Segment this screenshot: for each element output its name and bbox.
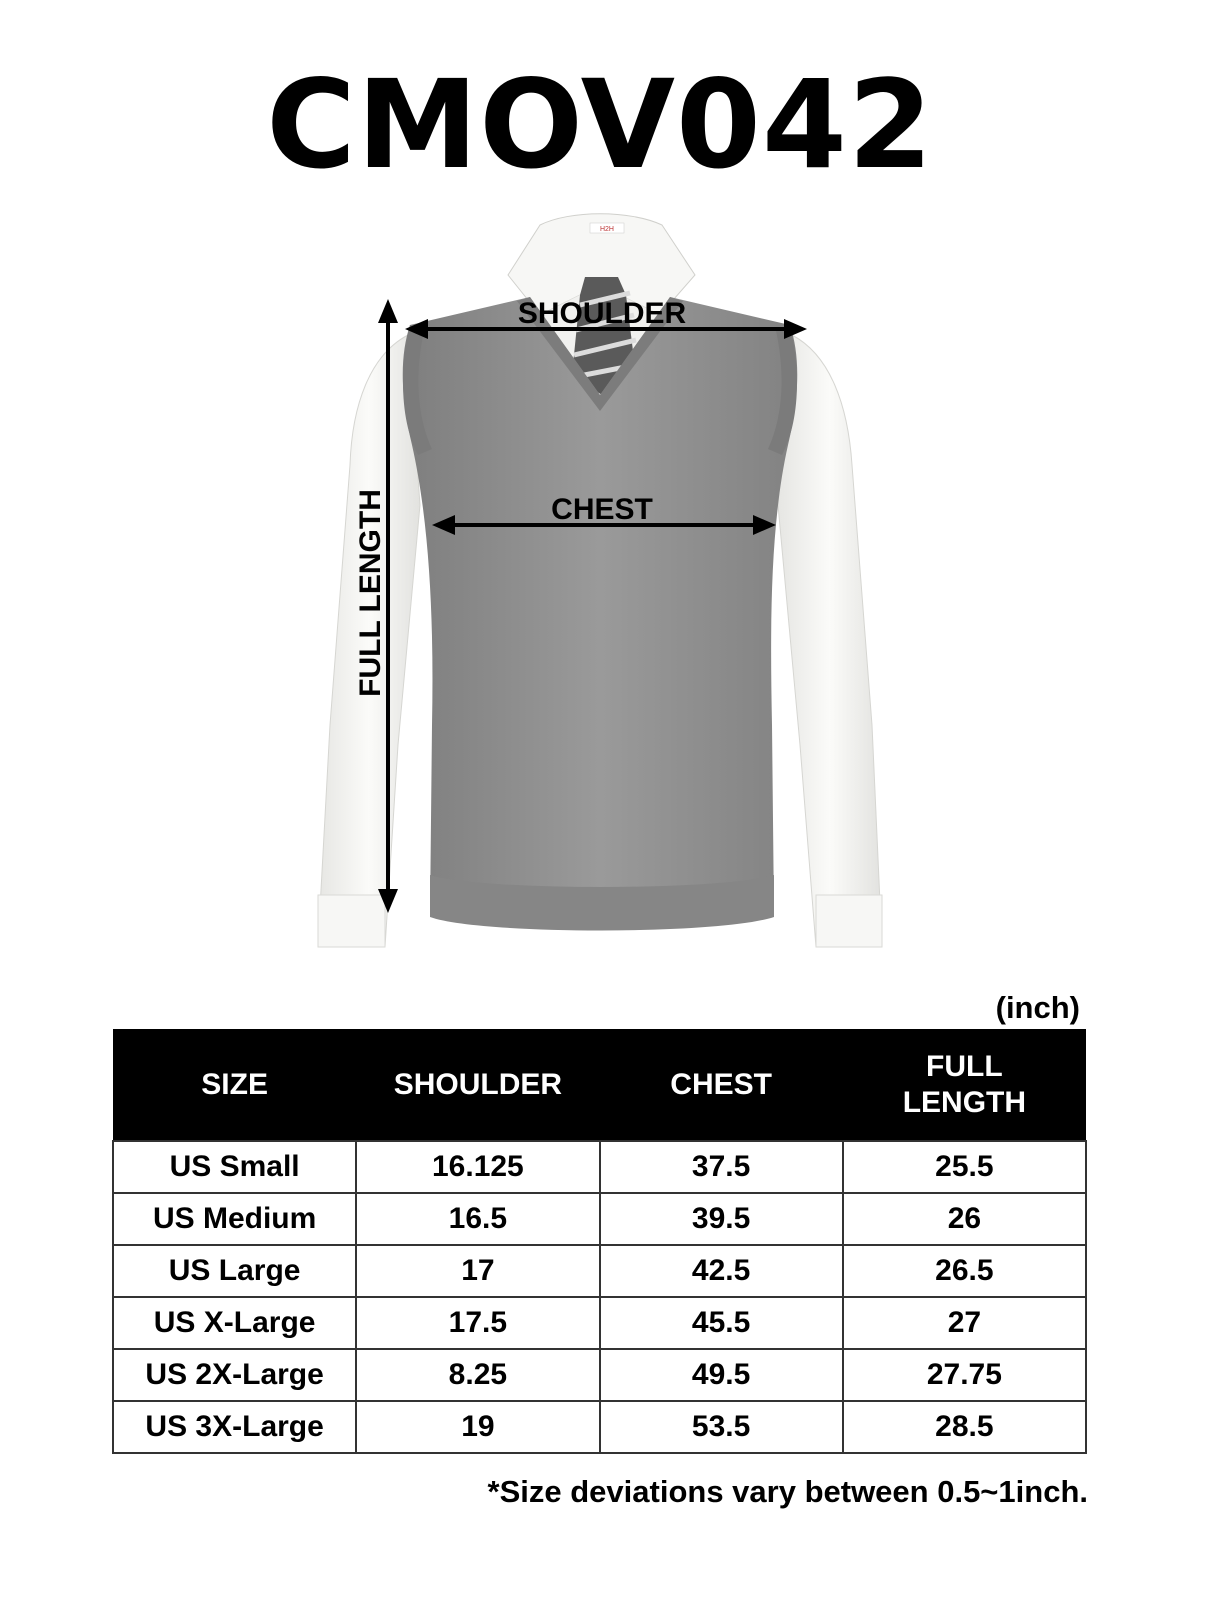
product-code-title: CMOV042 [266,54,934,196]
cell-full-length: 26.5 [843,1245,1086,1297]
header-size: SIZE [113,1029,356,1141]
table-row [113,1245,1086,1297]
garment-measurement-diagram [300,205,900,965]
cell-size: US Large [113,1245,356,1297]
cell-shoulder: 16.5 [356,1193,599,1245]
vest-illustration [300,205,900,965]
cell-full-length: 28.5 [843,1401,1086,1453]
chest-label: CHEST [551,493,653,526]
cell-size: US Small [113,1141,356,1193]
size-chart-table [112,1029,1087,1454]
full-length-label: FULL LENGTH [354,489,387,697]
unit-label: (inch) [995,990,1080,1025]
brand-tag-text: H2H [599,226,615,233]
right-sleeve [778,335,882,947]
cell-chest: 53.5 [600,1401,843,1453]
table-row [113,1349,1086,1401]
header-chest: CHEST [600,1029,843,1141]
cell-full-length: 25.5 [843,1141,1086,1193]
header-full-length: FULL LENGTH [843,1029,1086,1141]
cell-size: US 2X-Large [113,1349,356,1401]
cell-chest: 49.5 [600,1349,843,1401]
cell-full-length: 27.75 [843,1349,1086,1401]
cell-shoulder: 8.25 [356,1349,599,1401]
size-deviation-footnote: *Size deviations vary between 0.5~1inch. [487,1474,1088,1509]
table-header-row [113,1029,1086,1141]
cell-chest: 45.5 [600,1297,843,1349]
cell-chest: 42.5 [600,1245,843,1297]
cell-shoulder: 16.125 [356,1141,599,1193]
cell-shoulder: 17.5 [356,1297,599,1349]
cell-size: US X-Large [113,1297,356,1349]
cell-shoulder: 17 [356,1245,599,1297]
cell-shoulder: 19 [356,1401,599,1453]
cell-chest: 37.5 [600,1141,843,1193]
cell-full-length: 26 [843,1193,1086,1245]
table-row [113,1401,1086,1453]
cell-full-length: 27 [843,1297,1086,1349]
cell-size: US 3X-Large [113,1401,356,1453]
cell-chest: 39.5 [600,1193,843,1245]
header-shoulder: SHOULDER [356,1029,599,1141]
shoulder-label: SHOULDER [517,297,687,330]
table-row [113,1141,1086,1193]
cell-size: US Medium [113,1193,356,1245]
table-row [113,1193,1086,1245]
table-row [113,1297,1086,1349]
